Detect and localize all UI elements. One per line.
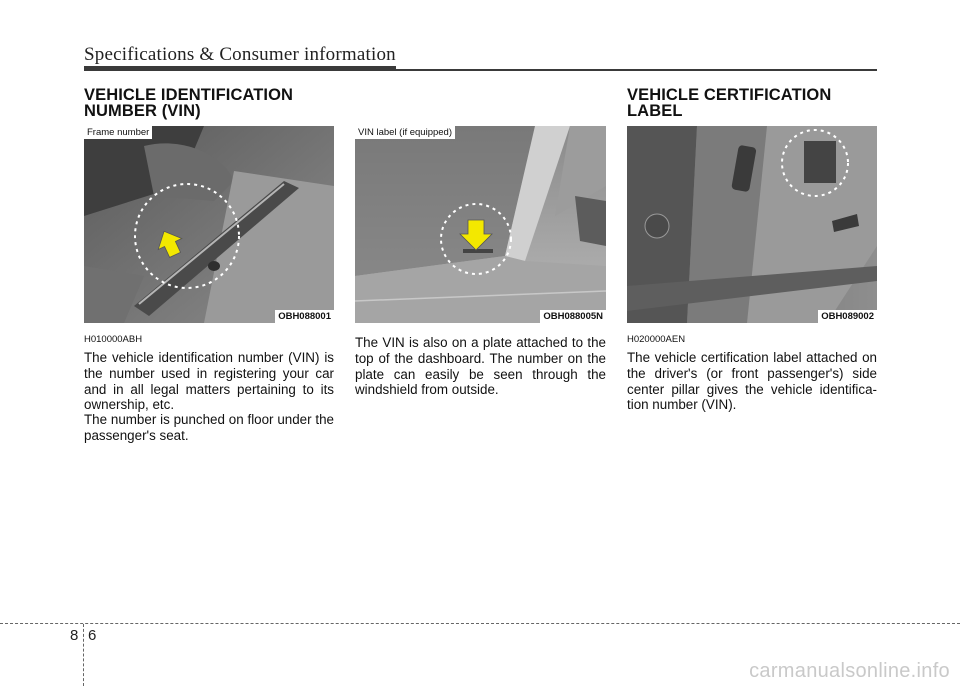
- footer-dashed-rule: [0, 623, 960, 624]
- vin-label-photo: [355, 126, 606, 323]
- cert-section-title: [627, 87, 831, 119]
- vin-paragraph-3: The VIN is also on a plate attached to the top of the dashboard. The number on the plate can easily be seen through the windshield from outside.: [355, 335, 606, 398]
- photo-caption: Frame number: [84, 126, 152, 139]
- page-number: 6: [88, 627, 97, 644]
- photo-caption: VIN label (if equipped): [355, 126, 455, 139]
- header-rule-thin: [396, 69, 877, 71]
- certification-label-illustration: [627, 126, 877, 323]
- cert-section-code: H020000AEN: [627, 334, 686, 345]
- header-rule-thick: [84, 66, 396, 71]
- cert-title-line1: VEHICLE CERTIFICATION: [627, 86, 832, 104]
- watermark: carmanualsonline.info: [749, 660, 950, 682]
- photo-code: OBH088005N: [540, 310, 606, 323]
- footer-dashed-divider: [83, 624, 84, 686]
- photo-code: OBH089002: [818, 310, 877, 323]
- vin-title-line1: VEHICLE IDENTIFICATION: [84, 86, 294, 104]
- running-header: Specifications & Consumer information: [84, 44, 396, 65]
- cert-paragraph-1: The vehicle certification label attached on the driver's (or front passenger's) side center pillar gives the vehicle identifica-tion number (VIN).: [627, 350, 877, 413]
- frame-number-illustration: [84, 126, 334, 323]
- vin-section-title: [84, 87, 293, 119]
- vin-paragraph-1: The vehicle identification number (VIN) is the number used in registering your car and in all legal matters pertaining to its ownership, etc.: [84, 350, 334, 413]
- cert-title-line2: LABEL: [627, 102, 683, 120]
- chapter-number: 8: [70, 627, 79, 644]
- vin-title-line2: NUMBER (VIN): [84, 102, 201, 120]
- certification-label-photo: [627, 126, 877, 323]
- vin-section-code: H010000ABH: [84, 334, 143, 345]
- vin-paragraph-2: The number is punched on floor under the passenger's seat.: [84, 412, 334, 443]
- vin-label-illustration: [355, 126, 606, 323]
- frame-number-photo: [84, 126, 334, 323]
- photo-code: OBH088001: [275, 310, 334, 323]
